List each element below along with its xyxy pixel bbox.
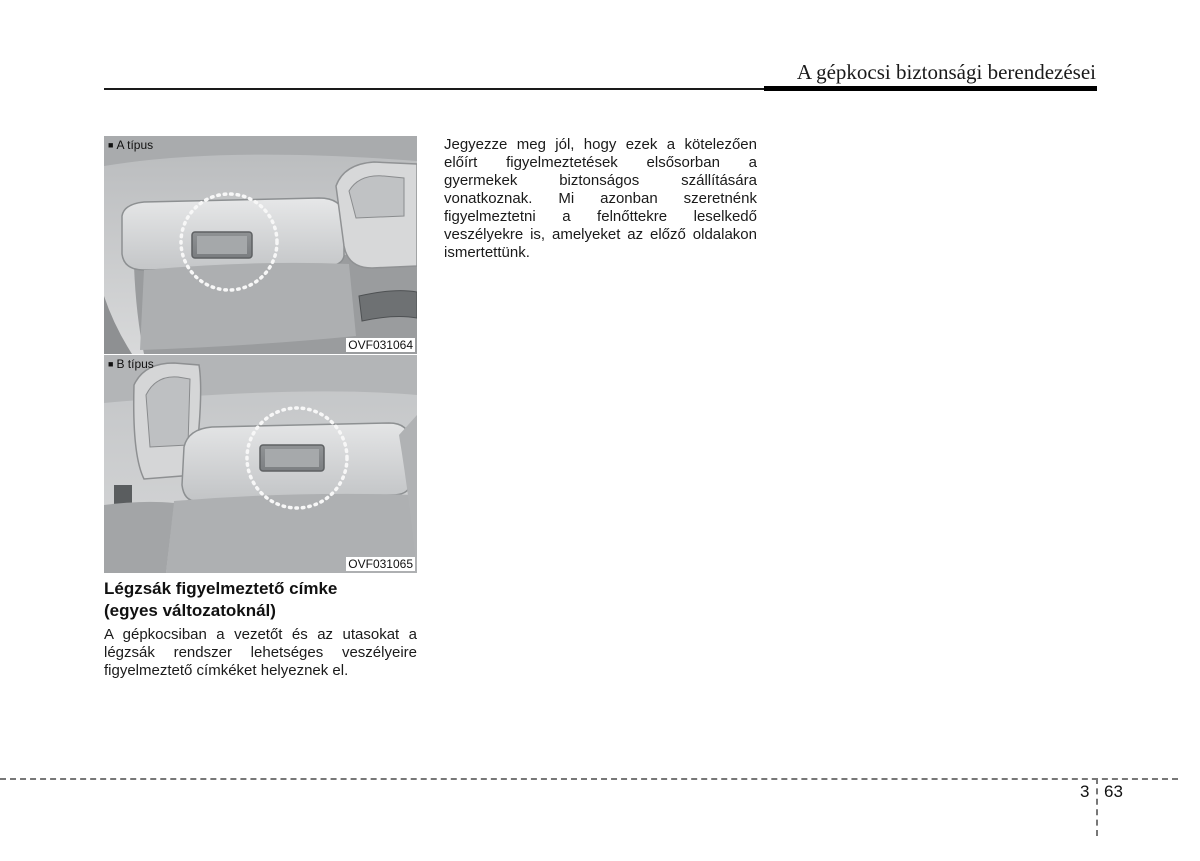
section-heading: Légzsák figyelmeztető címke (egyes változatoknál) — [104, 579, 338, 620]
page-number: 63 — [1104, 782, 1123, 801]
section-body-text: A gépkocsiban a vezetőt és az utasokat a légzsák rendszer lehetséges veszélyeire figyelmeztető címkéket helyeznek el. — [104, 626, 417, 679]
figure-type-label: ■ A típus — [108, 138, 154, 152]
sun-visor-photo-a — [104, 136, 417, 354]
warning-note-paragraph: Jegyezze meg jól, hogy ezek a kötelezően előírt figyelmeztetések elsősorban a gyermekek biztonságos szállítására vonatkoznak. Mi azonban szeretnénk figyelmeztetni a felnőttekre leselkedő veszélyekre is, amelyeket az előző oldalakon ismertettünk. — [444, 136, 757, 261]
chapter-number: 3 — [1080, 782, 1090, 801]
square-bullet-icon: ■ — [108, 359, 114, 369]
running-header-title: A gépkocsi biztonsági berendezései — [796, 60, 1096, 84]
sun-visor-photo-b — [104, 355, 417, 573]
header-accent-bar — [764, 86, 1097, 91]
footer-separator — [1096, 778, 1098, 836]
figure-type-label: ■ B típus — [108, 357, 154, 371]
square-bullet-icon: ■ — [108, 140, 114, 150]
footer-dashed-rule — [0, 778, 1178, 780]
figure-code: OVF031064 — [348, 338, 413, 352]
figure-type-b — [104, 355, 417, 573]
figure-type-a — [104, 136, 417, 354]
figure-code: OVF031065 — [348, 557, 413, 571]
